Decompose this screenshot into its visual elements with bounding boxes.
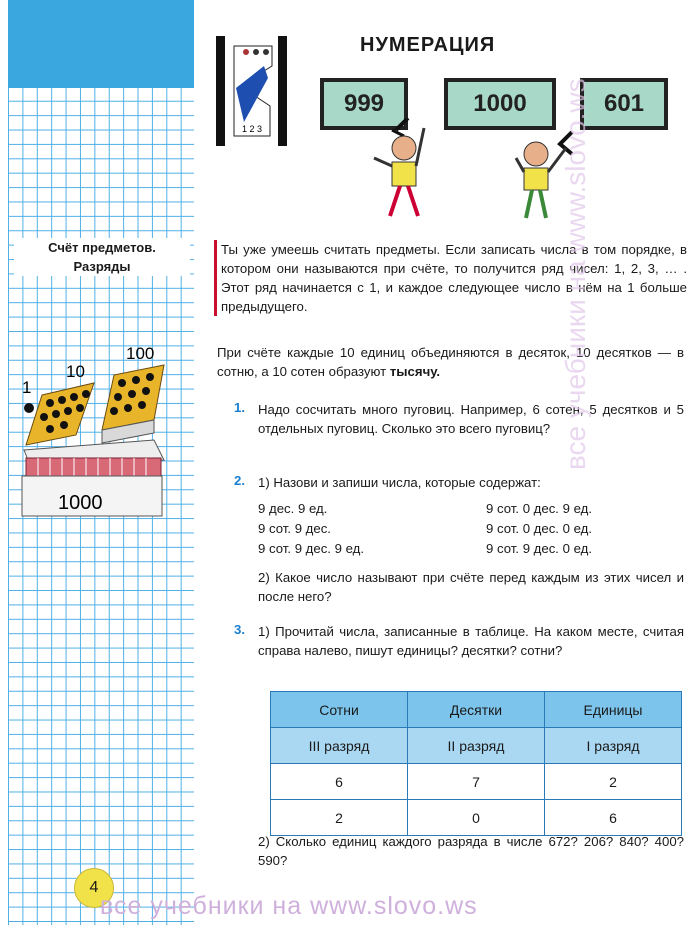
svg-text:1 2 3: 1 2 3 [242, 124, 263, 134]
exercise-2-left-list [258, 499, 364, 559]
intro-paragraph: Ты уже умеешь считать предметы. Если записать числа в том порядке, в котором они называются при счёте, то получится ряд чисел: 1, 2, 3, … . Этот ряд начинается с 1, и каждое следующее число в нём на 1 больше предыдущего. [214, 240, 687, 316]
list-item: 9 сот. 0 дес. 9 ед. [486, 501, 593, 516]
rank-3: III разряд [271, 728, 408, 764]
list-item: 9 сот. 9 дес. 9 ед. [258, 541, 365, 556]
section-title-line2: Разряды [73, 259, 131, 274]
list-item: 9 сот. 0 дес. 0 ед. [486, 521, 593, 536]
watermark-bottom: все учебники на www.slovo.ws [100, 892, 478, 920]
rule-paragraph-text: При счёте каждые 10 единиц объединяются в десяток, 10 десятков — в сотню, а 10 сотен образуют [217, 345, 684, 379]
header-tens: Десятки [408, 692, 545, 728]
table-rank-row [271, 728, 682, 764]
exercise-3-part1: 1) Прочитай числа, записанные в таблице. На каком месте, считая справа налево, пишут единицы? десятки? сотни? [258, 624, 684, 658]
label-one: 1 [22, 378, 32, 397]
place-value-illustration [14, 335, 192, 525]
table-cell: 2 [545, 764, 682, 800]
place-value-table [270, 691, 682, 836]
sidebar-header-band [8, 0, 194, 88]
header-hundreds: Сотни [271, 692, 408, 728]
label-hundred: 100 [126, 344, 155, 363]
thousand-box-band [26, 458, 161, 476]
single-button [24, 403, 34, 413]
exercise-3-number: 3. [234, 622, 245, 637]
exercise-2-part2: 2) Какое число называют при счёте перед каждым из этих чисел и после него? [258, 570, 684, 604]
exercise-2-number: 2. [234, 473, 245, 488]
number-box-1000: 1000 [444, 78, 556, 130]
numeration-topic-icon [214, 36, 294, 148]
rank-2: II разряд [408, 728, 545, 764]
table-cell: 0 [408, 800, 545, 836]
table-row [271, 764, 682, 800]
label-ten: 10 [66, 362, 85, 381]
rule-paragraph-bold: тысячу. [389, 364, 441, 379]
table-cell: 6 [545, 800, 682, 836]
section-title-line1: Счёт предметов. [48, 240, 156, 255]
exercise-1-number: 1. [234, 400, 245, 415]
table-cell: 6 [271, 764, 408, 800]
exercise-2-right-list [486, 499, 592, 559]
exercise-2-part1: 1) Назови и запиши числа, которые содержат: [258, 475, 541, 490]
exercise-3-part2: 2) Сколько единиц каждого разряда в числе 672? 206? 840? 400? 590? [258, 834, 684, 868]
header-units: Единицы [545, 692, 682, 728]
watermark-vertical: все учебники на www.slovo.ws [560, 78, 591, 470]
rank-1: I разряд [545, 728, 682, 764]
page-number-badge: 4 [74, 868, 114, 908]
table-cell: 7 [408, 764, 545, 800]
exercise-1-text: Надо сосчитать много пуговиц. Например, 6 сотен, 5 десятков и 5 отдельных пуговиц. Сколько это всего пуговиц? [258, 402, 684, 436]
page-heading: НУМЕРАЦИЯ [360, 34, 496, 56]
rule-paragraph [217, 343, 684, 381]
number-box-601: 601 [580, 78, 668, 130]
table-cell: 2 [271, 800, 408, 836]
table-row [271, 800, 682, 836]
list-item: 9 сот. 9 дес. 0 ед. [486, 541, 593, 556]
table-header-row [271, 692, 682, 728]
cartoon-children [340, 118, 590, 230]
list-item: 9 сот. 9 дес. [258, 521, 331, 536]
label-thousand: 1000 [58, 492, 103, 514]
number-box-999: 999 [320, 78, 408, 130]
list-item: 9 дес. 9 ед. [258, 501, 328, 516]
section-title [14, 238, 190, 276]
